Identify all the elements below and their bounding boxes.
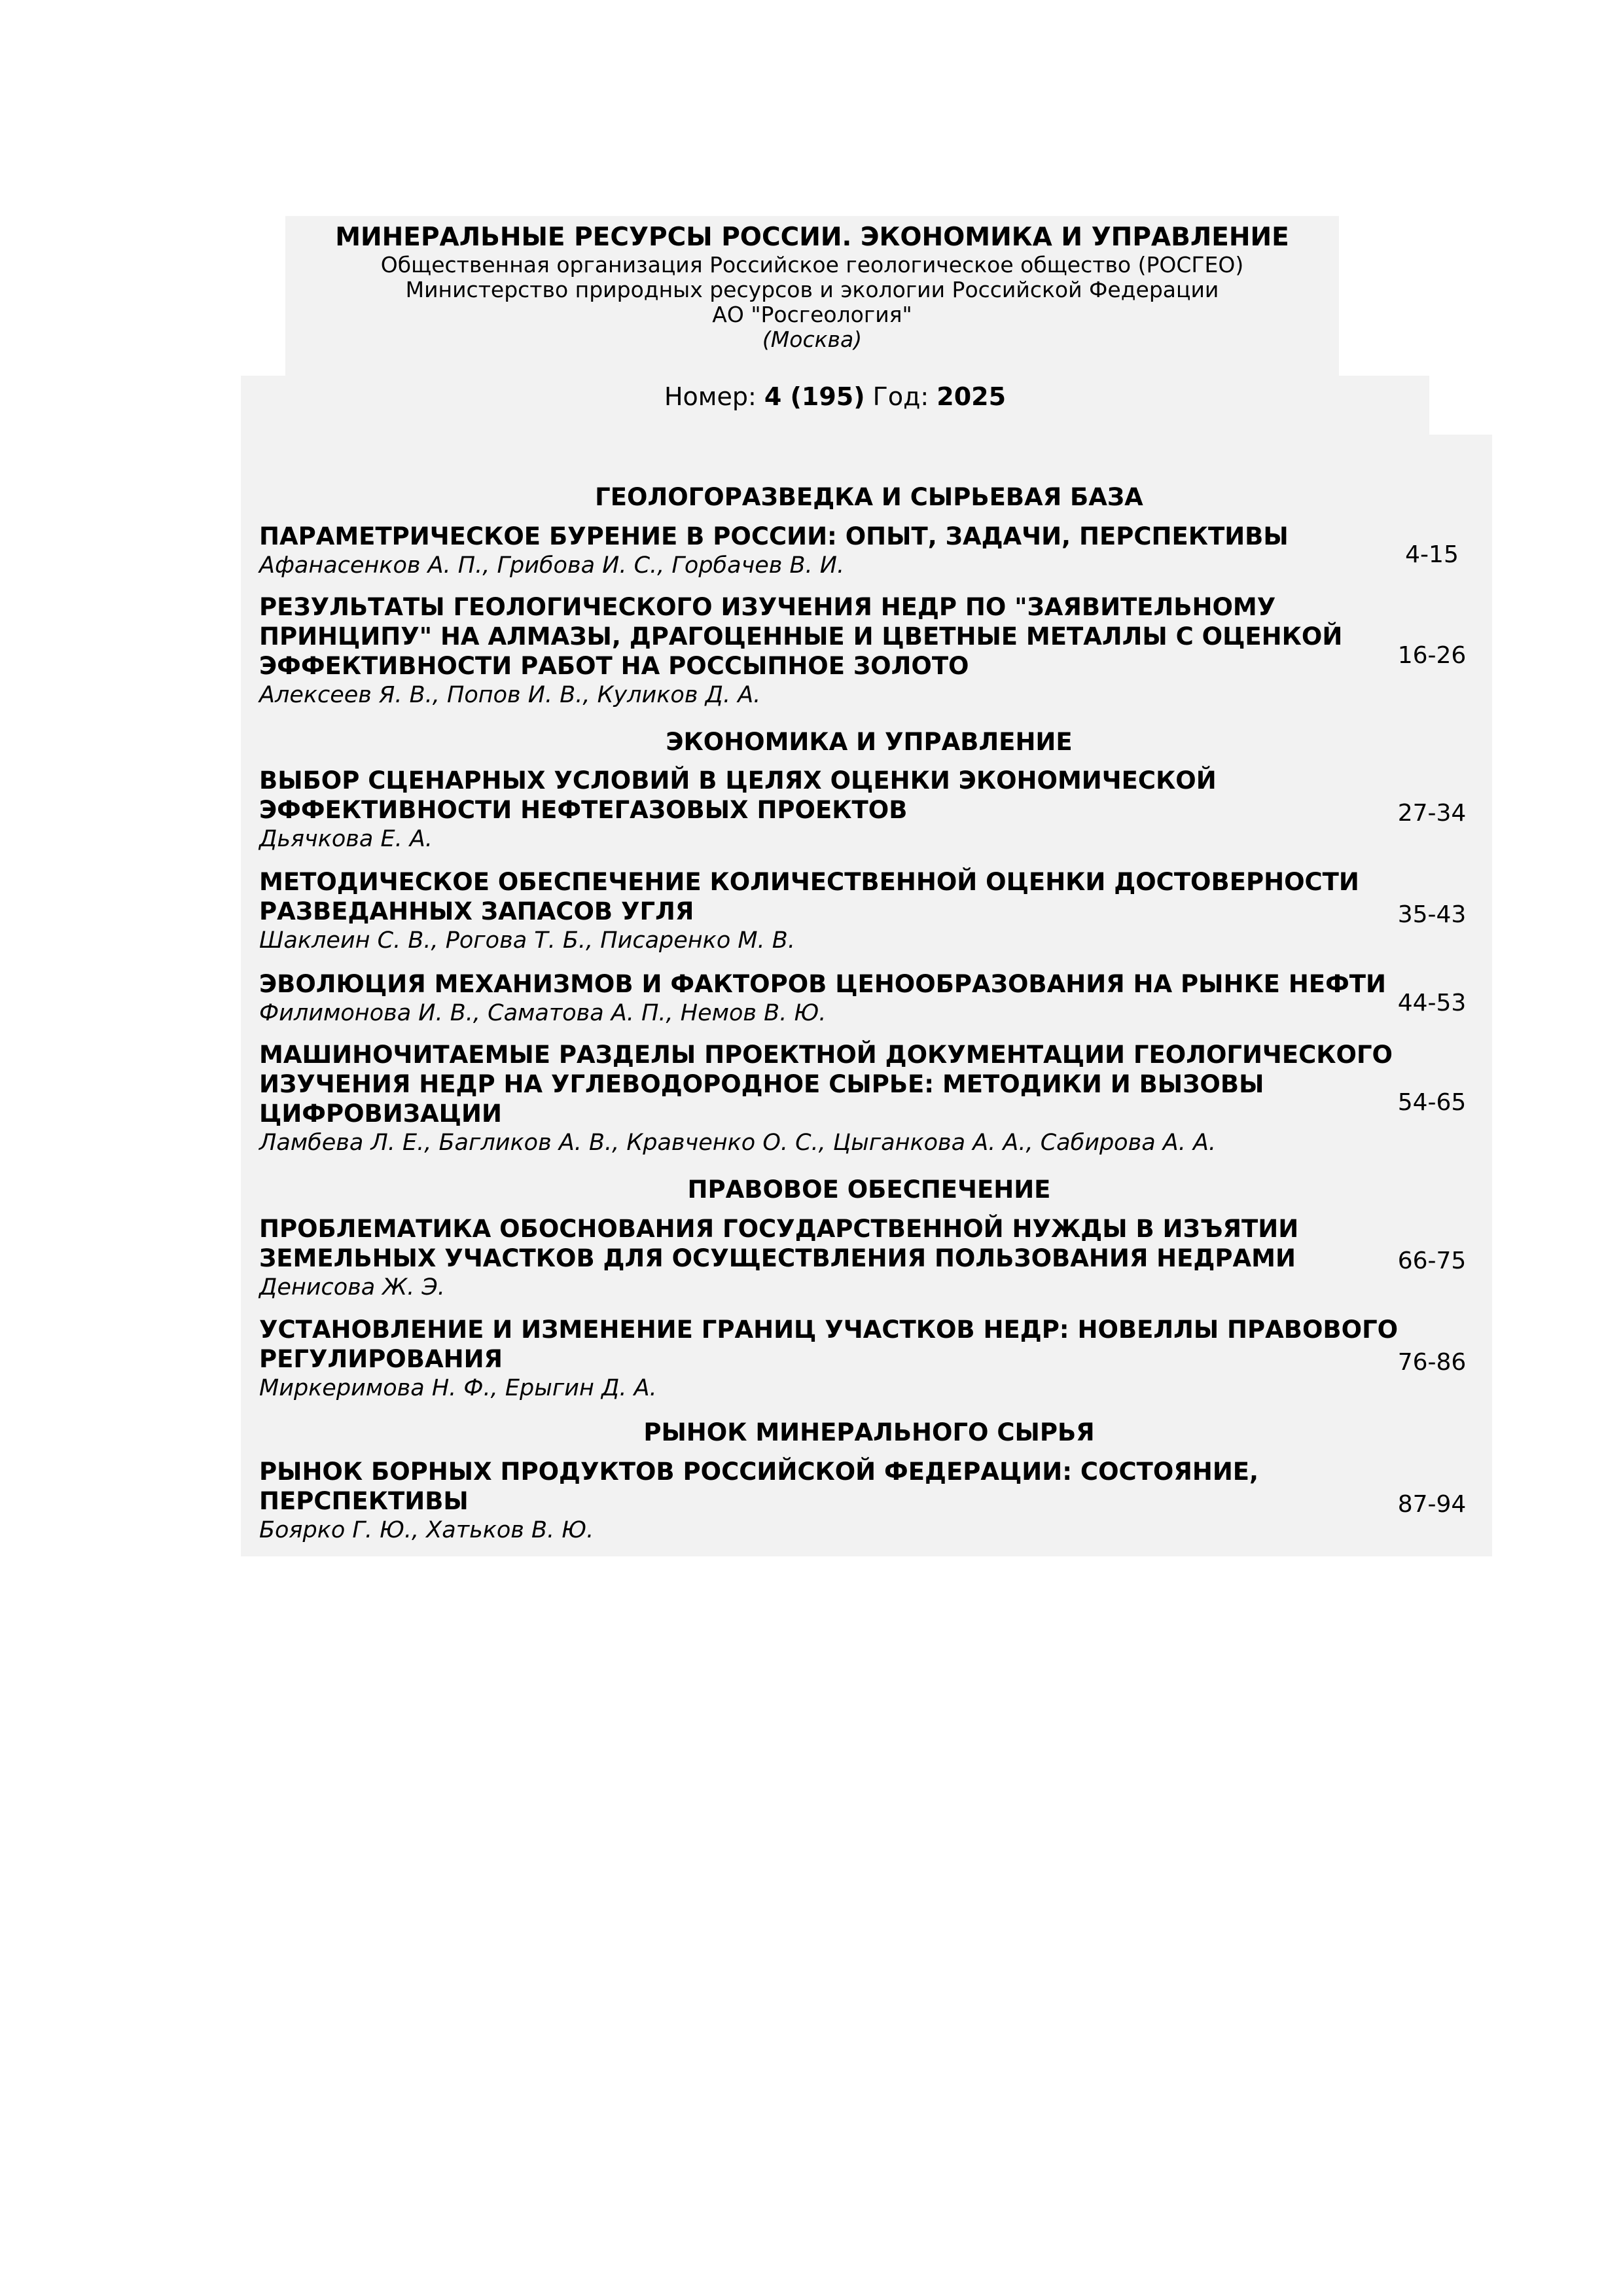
- article-authors: Афанасенков А. П., Грибова И. С., Горбачев В. И.: [259, 552, 845, 579]
- article-entry[interactable]: [259, 1040, 1393, 1157]
- article-entry[interactable]: [259, 522, 1346, 580]
- article-title[interactable]: ЗЕМЕЛЬНЫХ УЧАСТКОВ ДЛЯ ОСУЩЕСТВЛЕНИЯ ПОЛЬЗОВАНИЯ НЕДРАМИ: [259, 1244, 1296, 1272]
- article-pages: 66-75: [1397, 1247, 1467, 1274]
- article-title[interactable]: ЭВОЛЮЦИЯ МЕХАНИЗМОВ И ФАКТОРОВ ЦЕНООБРАЗОВАНИЯ НА РЫНКЕ НЕФТИ: [259, 970, 1386, 998]
- article-entry[interactable]: [259, 1315, 1399, 1403]
- article-title[interactable]: ПАРАМЕТРИЧЕСКОЕ БУРЕНИЕ В РОССИИ: ОПЫТ, ЗАДАЧИ, ПЕРСПЕКТИВЫ: [259, 522, 1289, 550]
- article-title[interactable]: ЭФФЕКТИВНОСТИ РАБОТ НА РОССЫПНОЕ ЗОЛОТО: [259, 652, 969, 680]
- article-authors: Боярко Г. Ю., Хатьков В. Ю.: [259, 1517, 594, 1543]
- article-pages: 4-15: [1405, 541, 1459, 568]
- article-entry[interactable]: [259, 867, 1359, 955]
- article-title[interactable]: РЕГУЛИРОВАНИЯ: [259, 1345, 503, 1373]
- article-pages: 87-94: [1397, 1491, 1467, 1518]
- article-pages: 16-26: [1397, 642, 1467, 669]
- journal-title: МИНЕРАЛЬНЫЕ РЕСУРСЫ РОССИИ. ЭКОНОМИКА И УПРАВЛЕНИЕ: [335, 223, 1289, 252]
- section-title: ПРАВОВОЕ ОБЕСПЕЧЕНИЕ: [687, 1175, 1051, 1204]
- article-title[interactable]: ЭФФЕКТИВНОСТИ НЕФТЕГАЗОВЫХ ПРОЕКТОВ: [259, 796, 908, 824]
- article-title[interactable]: ВЫБОР СЦЕНАРНЫХ УСЛОВИЙ В ЦЕЛЯХ ОЦЕНКИ ЭКОНОМИЧЕСКОЙ: [259, 766, 1217, 795]
- article-entry[interactable]: [259, 1214, 1346, 1302]
- article-title[interactable]: РАЗВЕДАННЫХ ЗАПАСОВ УГЛЯ: [259, 897, 694, 925]
- table-of-contents: [241, 435, 1492, 1556]
- article-entry[interactable]: [259, 766, 1346, 853]
- article-pages: 76-86: [1397, 1349, 1467, 1376]
- issue-year-label: Год:: [872, 382, 929, 411]
- city: (Москва): [762, 327, 863, 352]
- article-authors: Алексеев Я. В., Попов И. В., Куликов Д. А.: [259, 682, 761, 708]
- article-entry[interactable]: [259, 592, 1346, 709]
- article-authors: Дьячкова Е. А.: [259, 826, 433, 852]
- article-authors: Шаклеин С. В., Рогова Т. Б., Писаренко М. В.: [259, 927, 795, 954]
- article-pages: 54-65: [1397, 1089, 1467, 1116]
- article-entry[interactable]: [259, 1457, 1346, 1545]
- article-pages: 35-43: [1397, 901, 1467, 928]
- issue-info: [241, 376, 1429, 436]
- section-title: ГЕОЛОГОРАЗВЕДКА И СЫРЬЕВАЯ БАЗА: [595, 483, 1143, 511]
- section-title: ЭКОНОМИКА И УПРАВЛЕНИЕ: [666, 728, 1073, 756]
- issue-year: 2025: [936, 382, 1007, 411]
- article-authors: Денисова Ж. Э.: [259, 1274, 445, 1300]
- article-title[interactable]: ПРОБЛЕМАТИКА ОБОСНОВАНИЯ ГОСУДАРСТВЕННОЙ НУЖДЫ В ИЗЪЯТИИ: [259, 1215, 1299, 1243]
- article-title[interactable]: ПЕРСПЕКТИВЫ: [259, 1487, 469, 1515]
- article-title[interactable]: РЕЗУЛЬТАТЫ ГЕОЛОГИЧЕСКОГО ИЗУЧЕНИЯ НЕДР ПО "ЗАЯВИТЕЛЬНОМУ: [259, 593, 1276, 621]
- article-title[interactable]: ИЗУЧЕНИЯ НЕДР НА УГЛЕВОДОРОДНОЕ СЫРЬЕ: МЕТОДИКИ И ВЫЗОВЫ: [259, 1070, 1264, 1098]
- issue-number-label: Номер:: [664, 382, 757, 411]
- journal-header: [285, 216, 1339, 380]
- article-title[interactable]: ЦИФРОВИЗАЦИИ: [259, 1100, 502, 1128]
- article-pages: 44-53: [1397, 990, 1467, 1016]
- article-title[interactable]: МАШИНОЧИТАЕМЫЕ РАЗДЕЛЫ ПРОЕКТНОЙ ДОКУМЕНТАЦИИ ГЕОЛОГИЧЕСКОГО: [259, 1041, 1393, 1069]
- article-authors: Ламбева Л. Е., Багликов А. В., Кравченко О. С., Цыганкова А. А., Сабирова А. А.: [259, 1130, 1217, 1156]
- issue-line: [241, 382, 1429, 411]
- organization-1: Общественная организация Российское геологическое общество (РОСГЕО): [380, 252, 1244, 278]
- section-title: РЫНОК МИНЕРАЛЬНОГО СЫРЬЯ: [643, 1418, 1095, 1446]
- article-authors: Филимонова И. В., Саматова А. П., Немов В. Ю.: [259, 1000, 827, 1026]
- article-title[interactable]: РЫНОК БОРНЫХ ПРОДУКТОВ РОССИЙСКОЙ ФЕДЕРАЦИИ: СОСТОЯНИЕ,: [259, 1458, 1259, 1486]
- article-pages: 27-34: [1397, 800, 1467, 827]
- organization-3: АО "Росгеология": [712, 302, 912, 327]
- article-title[interactable]: МЕТОДИЧЕСКОЕ ОБЕСПЕЧЕНИЕ КОЛИЧЕСТВЕННОЙ ОЦЕНКИ ДОСТОВЕРНОСТИ: [259, 868, 1359, 896]
- article-authors: Миркеримова Н. Ф., Ерыгин Д. А.: [259, 1375, 657, 1401]
- article-title[interactable]: ПРИНЦИПУ" НА АЛМАЗЫ, ДРАГОЦЕННЫЕ И ЦВЕТНЫЕ МЕТАЛЛЫ С ОЦЕНКОЙ: [259, 622, 1343, 651]
- article-title[interactable]: УСТАНОВЛЕНИЕ И ИЗМЕНЕНИЕ ГРАНИЦ УЧАСТКОВ НЕДР: НОВЕЛЛЫ ПРАВОВОГО: [259, 1316, 1399, 1344]
- organization-2: Министерство природных ресурсов и экологии Российской Федерации: [405, 277, 1219, 302]
- article-entry[interactable]: [259, 969, 1386, 1028]
- issue-number: 4 (195): [764, 382, 865, 411]
